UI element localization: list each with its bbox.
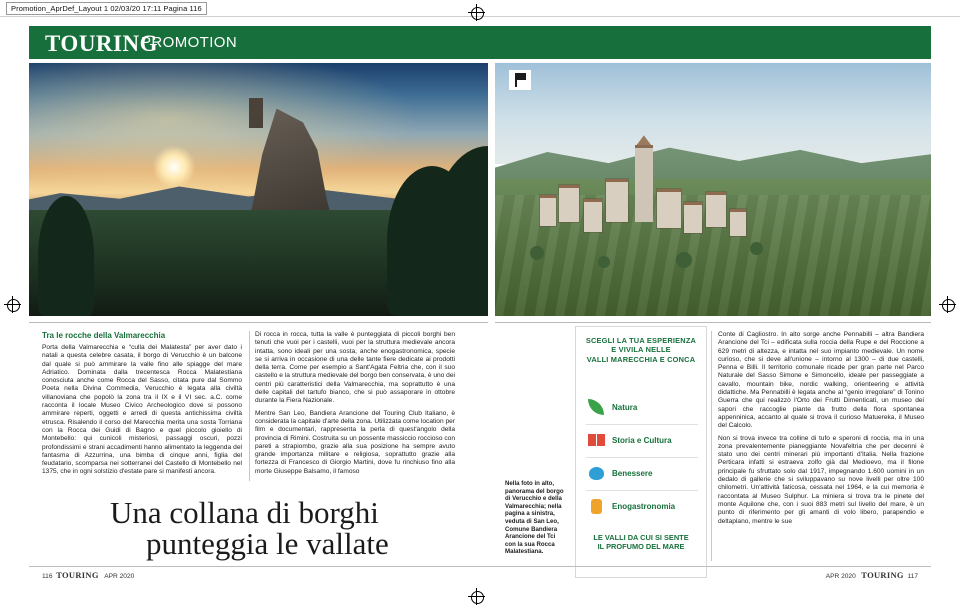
footer-brand-right: TOURING [861, 570, 904, 580]
footer-right [826, 570, 918, 580]
promo-item-benessere[interactable]: Benessere [612, 469, 653, 478]
promo-item-enogastronomia[interactable]: Enogastronomia [612, 502, 676, 511]
article-subhead: Tra le rocche della Valmarecchia [42, 331, 166, 340]
paragraph: Di rocca in rocca, tutta la valle è punteggiata di piccoli borghi ben tenuti che vuoi per i castelli, vuoi per la struttura medievale ancora intatta, sono ideali per una sosta, anche enogastronomica, specie se si arriva in occasione di una delle tante fiere dedicate ai prodotti della terra. Come per esempio a Sant'Agata Feltria che, con il suo castello e la struttura medievale del borgo ben conservata, è uno dei centri più caratteristici della Valmarecchia, ma soprattutto è una delle capitali del tartufo bianco, che si può assaporare in ottobre durante la Fiera Nazionale. [255, 331, 455, 405]
paragraph: Mentre San Leo, Bandiera Arancione del Touring Club Italiano, è considerata la capitale d'arte della zona. Utilizzata come location per film e documentari, rappresenta la perla di quest'angolo della provincia di Rimini. Costruita su un possente massiccio roccioso con pareti a strapiombo, grazie alla sua posizione ha sempre avuto grande importanza militare e religiosa, soprattutto grazie alla fortezza di Francesco di Giorgio Martini, dove fu rinchiuso fino alla morte Giuseppe Balsamo, il famoso [255, 409, 455, 475]
page-number-left: 116 [42, 573, 53, 580]
print-slug: Promotion_AprDef_Layout 1 02/03/20 17:11 Pagina 116 [6, 2, 207, 15]
headline-line-2: punteggia le vallate [146, 526, 389, 561]
promotion-label: PROMOTION [141, 34, 238, 51]
promo-divider [586, 424, 698, 425]
spa-icon [586, 464, 608, 484]
registration-mark-right [939, 296, 956, 313]
registration-mark-top [468, 4, 485, 21]
issue-date-left: APR 2020 [104, 573, 135, 580]
promo-title-line-3: VALLI MARECCHIA E CONCA [586, 354, 696, 364]
photo-sunset-rock [29, 63, 488, 316]
rule-left [29, 322, 488, 323]
promo-title-line-1: SCEGLI LA TUA ESPERIENZA [585, 336, 697, 345]
article-column-1 [42, 331, 242, 481]
photo-hill-town [495, 63, 931, 316]
promo-footer-line-1: LE VALLI DA CUI SI SENTE [593, 533, 689, 542]
promo-divider [586, 490, 698, 491]
rule-right [495, 322, 931, 323]
paragraph: Conte di Cagliostro. In alto sorge anche Pennabilli – altra Bandiera Arancione del Tci – edificata sulla roccia della Rupe e del Roccione a 629 metri di altezza, e intatta nel suo impianto medievale. Un nome curioso, che si deve all'unione – intorno al 1300 – di due castelli, Penna e Billi. Il territorio comunale ricade per gran parte nel Parco Naturale del Sasso Simone e Simoncello, ideale per passeggiate a cavallo, mountain bike, nordic walking, orienteering e attività didattiche. Ma Pennabilli è legata anche al “genio irregolare” di Tonino Guerra che qui realizzò l'Orto dei Frutti Dimenticati, un museo dei sapori che raccoglie piante da frutto della flora spontanea appenninica, accanto al quale si trova il curioso Matuereka, il Museo del Calcolo. [718, 331, 924, 430]
promo-box-title [582, 336, 700, 364]
flag-icon [516, 73, 526, 80]
promo-item-natura[interactable]: Natura [612, 403, 638, 412]
promo-footer-line-2: IL PROFUMO DEL MARE [597, 542, 685, 552]
book-icon [586, 431, 608, 451]
column-divider-1 [249, 331, 250, 481]
page-headline [110, 497, 530, 559]
footer-left [42, 570, 134, 580]
registration-mark-bottom [468, 588, 485, 605]
column-divider-2 [711, 331, 712, 561]
registration-mark-left [4, 296, 21, 313]
brand-logo: TOURING [45, 31, 158, 56]
footer-divider [29, 566, 931, 567]
paragraph: Non si trova invece tra colline di tufo e speroni di roccia, ma in una zona prevalentemente pianeggiante Novafeltria che per decenni è stato uno dei centri minerari più importanti d'Italia. Nella frazione Perticara infatti si estraeva zolfo già dal Medioevo, ma il filone principale fu sfruttato solo dal 1917, impegnando 1.600 uomini in un dedalo di gallerie che si sviluppavano su nove livelli per oltre 100 chilometri. Un'attività faticosa, cessata nel 1964, e la cui memoria è raccontata al Museo Sulphur. La miniera si trova tra le pinete del monte Aquilone che, con i suoi 883 metri sul livello del mare, è un punto di riferimento per gli amanti di volo libero, parapendio e deltaplano, mentre le sue [718, 434, 924, 525]
paragraph: Porta della Valmarecchia e “culla dei Malatesta” per aver dato i natali a questa celebre casata, il borgo di Verucchio è un balcone dal quale si può ammirare la valle fino alle spiagge del mare Adriatico. Dominata dalla trecentesca Rocca Malatestiana conosciuta anche come Rocca del Sasso, citata pure dal Sommo Poeta nella Divina Commedia, Verucchio è legata alla civiltà villanoviana che popolò la zona tra il IX e il VI sec. a.C. come racconta il locale Museo Civico Archeologico dove si possono ammirare reperti, oggetti e arredi di questa antichissima civiltà etrusca. Risalendo il corso del Marecchia merita una sosta Torriana con la Rocca dei Guidi di Bagno e quel piccolo gioiello di Montebello: qui cunicoli misteriosi, passaggi oscuri, pozzi profondissimi e strani accadimenti hanno alimentato la leggenda del fantasma di Azzurrina, una bimba di cinque anni, figlia del feudatario, scomparsa nei sotterranei del Castello di Montebello nel 1375, che in ogni solstizio d'estate pare si manifesti ancora. [42, 344, 242, 476]
issue-date-right: APR 2020 [825, 573, 856, 580]
promo-divider [586, 457, 698, 458]
photo-caption: Nella foto in alto, panorama del borgo di Verucchio e della Valmarecchia; nella pagina a sinistra, veduta di San Leo, Comune Bandiera Arancione del Tci con la sua Rocca Malatestiana. [505, 480, 564, 556]
promo-item-storia-cultura[interactable]: Storia e Cultura [612, 436, 672, 445]
fork-icon [586, 497, 608, 517]
headline-line-1: Una collana di borghi [110, 495, 379, 530]
promo-box-footer [580, 533, 702, 552]
footer-brand-left: TOURING [56, 570, 99, 580]
leaf-icon [586, 398, 608, 418]
page-number-right: 117 [907, 573, 918, 580]
promo-title-line-2: E VIVILA NELLE [611, 345, 671, 355]
article-column-2 [255, 331, 455, 480]
article-column-3 [718, 331, 924, 530]
